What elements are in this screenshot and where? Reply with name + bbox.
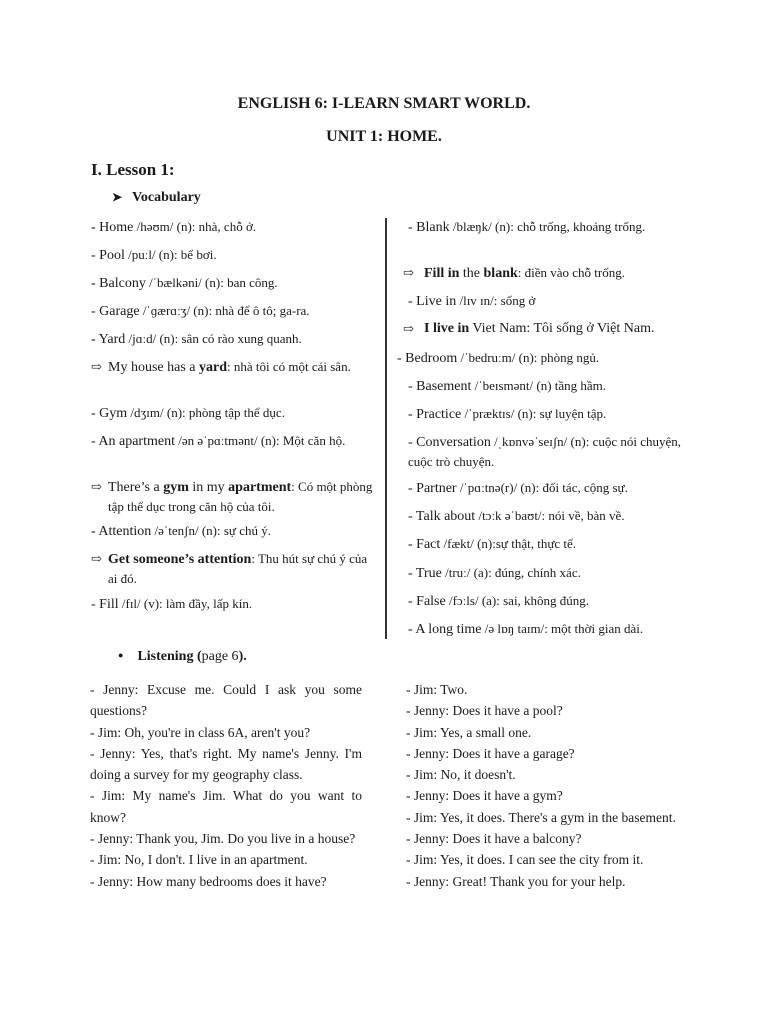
vocab-definition: /tɔːk əˈbaʊt/: nói về, bàn về. [475,508,625,523]
arrow-icon: ⇨ [91,359,102,374]
example-apartment [91,477,376,521]
vocab-entry-blank [397,217,687,263]
arrow-icon: ⇨ [91,479,102,494]
listening-page: page 6 [201,649,239,664]
listening-end: ). [238,649,247,664]
example-translation: : nhà tôi có một cái sân. [227,359,351,374]
vocab-entry-fact [397,534,687,563]
dialogue-line: - Jenny: How many bedrooms does it have? [90,873,327,889]
vocab-word: - Conversation [408,435,491,450]
vocab-definition: /fɔːls/ (a): sai, không đúng. [445,593,590,608]
vocab-definition: /ˈbeɪsmənt/ (n) tầng hầm. [471,378,607,393]
vocab-word: - Balcony [91,276,146,291]
vocab-word: - Home [91,220,134,235]
vocab-entry-yard [91,329,376,357]
dialogue-line: - Jim: Oh, you're in class 6A, aren't you? [90,724,311,740]
arrow-icon: ⇨ [403,321,414,336]
vocab-entry-talk-about [397,506,687,534]
dialogue-line: - Jenny: Does it have a garage? [406,745,575,761]
dialogue-line: - Jenny: Excuse me. Could I ask you some questions? [90,682,362,719]
dialogue-line: - Jim: Yes, it does. I can see the city from it. [406,852,644,868]
dialogue-line: - Jenny: Thank you, Jim. Do you live in a house? [90,831,356,847]
dialogue-line: - Jim: No, I don't. I live in an apartment. [90,852,308,868]
vocab-entry-live-in [397,291,687,319]
vocab-definition: /jɑːd/ (n): sân có rào xung quanh. [125,331,302,346]
lesson-heading: I. Lesson 1: [91,160,175,179]
vocabulary-left-column [91,217,376,622]
example-blank [397,263,687,291]
example-translation: : Thu hút sự chú ý của ai đó. [108,551,368,586]
dialogue-line: - Jenny: Does it have a gym? [406,788,563,804]
vocab-entry-attention [91,521,376,549]
example-attention [91,549,376,594]
listening-heading [118,649,247,665]
unit-title: UNIT 1: HOME. [326,128,442,145]
vocab-word: - Attention [91,524,152,539]
dialogue-line: - Jim: Yes, it does. There's a gym in the basement. [406,809,676,825]
vocab-definition: /ə lɒŋ taɪm/: một thời gian dài. [481,621,644,636]
document-title: ENGLISH 6: I-LEARN SMART WORLD. [237,95,531,112]
vocabulary-right-column [397,217,687,647]
dialogue-line: - Jim: No, it doesn't. [406,767,516,783]
example-keyword: Get someone’s attention [108,552,252,567]
vocab-entry-practice [397,404,687,432]
vocab-definition: /blæŋk/ (n): chỗ trống, khoảng trống. [449,219,646,234]
vocab-entry-fill [91,594,376,622]
vocab-entry-apartment [91,431,376,477]
vocab-word: - Partner [408,481,457,496]
vocab-entry-gym [91,403,376,431]
column-divider [385,218,387,639]
vocab-definition: /ˈbedruːm/ (n): phòng ngủ. [457,350,600,365]
vocabulary-heading [112,190,201,206]
arrow-bullet-icon: ➤ [112,190,123,204]
vocab-word: - Fact [408,537,441,552]
dialogue-line: - Jim: Yes, a small one. [406,724,532,740]
vocab-definition: /ˈpɑːtnə(r)/ (n): đối tác, cộng sự. [456,480,628,495]
example-keyword: apartment [228,480,292,495]
dialogue-left-column [90,679,362,892]
dialogue-line: - Jenny: Does it have a balcony? [406,831,582,847]
vocab-definition: /ˌkɒnvəˈseɪʃn/ (n): cuộc nói chuyện, cuộc trò chuyện. [408,434,682,469]
example-keyword: Fill in [424,266,460,281]
vocab-definition: /truː/ (a): đúng, chính xác. [441,565,581,580]
example-text: in my [188,480,229,495]
vocab-word: - Practice [408,407,462,422]
example-text: the [459,266,484,281]
vocab-word: - An apartment [91,434,175,449]
dialogue-line: - Jenny: Does it have a pool? [406,703,563,719]
vocab-definition: /puːl/ (n): bể bơi. [124,247,217,262]
vocab-definition: /ˈbælkəni/ (n): ban công. [145,275,278,290]
vocab-word: - Fill [91,597,119,612]
example-yard [91,357,376,403]
vocab-definition: /həʊm/ (n): nhà, chỗ ở. [133,219,257,234]
example-keyword: yard [199,360,227,375]
vocab-definition: /fɪl/ (v): làm đầy, lấp kín. [118,596,253,611]
vocab-definition: /ən əˈpɑːtmənt/ (n): Một căn hộ. [174,433,346,448]
example-translation: : Có một phòng tập thể dục trong căn hộ của tôi. [108,479,373,514]
vocab-definition: /dʒɪm/ (n): phòng tập thể dục. [127,405,285,420]
listening-label: Listening ( [137,649,202,664]
vocab-entry-bedroom [397,348,687,376]
vocabulary-label: Vocabulary [132,190,201,205]
example-translation: Viet Nam: Tôi sống ở Việt Nam. [469,321,655,336]
arrow-icon: ⇨ [91,551,102,566]
vocab-definition: /lɪv ɪn/: sống ở [456,293,536,308]
dialogue-line: - Jenny: Great! Thank you for your help. [406,873,626,889]
dialogue-line: - Jenny: Yes, that's right. My name's Jenny. I'm doing a survey for my geography class. [90,745,362,783]
vocab-entry-garage [91,301,376,329]
vocab-word: - True [408,566,442,581]
vocab-definition: /ˈpræktɪs/ (n): sự luyện tập. [461,406,607,421]
arrow-icon: ⇨ [403,265,414,280]
vocab-entry-basement [397,376,687,404]
vocab-word: - Talk about [408,509,476,524]
vocab-definition: /ˈɡærɑːʒ/ (n): nhà để ô tô; ga-ra. [139,303,310,318]
vocab-word: - Gym [91,406,128,421]
vocab-entry-partner [397,478,687,506]
vocab-definition: /fækt/ (n):sự thật, thực tế. [440,536,577,551]
vocab-word: - Blank [408,220,450,235]
vocab-entry-conversation [397,432,687,478]
example-text: My house has a [108,360,199,375]
dialogue-right-column [406,679,678,892]
vocab-entry-balcony [91,273,376,301]
vocab-entry-home [91,217,376,245]
example-keyword: I live in [424,321,470,336]
vocab-word: - Bedroom [397,351,458,366]
dialogue-line: - Jim: Two. [406,682,468,697]
vocab-word: - Garage [91,304,140,319]
vocab-word: - A long time [408,622,482,637]
example-text: There’s a [108,480,164,495]
example-translation: : điền vào chỗ trống. [517,265,625,280]
vocab-word: - Basement [408,379,472,394]
vocab-word: - False [408,594,446,609]
vocab-entry-pool [91,245,376,273]
dialogue-line: - Jim: My name's Jim. What do you want to know? [90,788,362,825]
vocab-entry-true [397,563,687,591]
example-live-in [397,319,687,348]
example-keyword: blank [483,266,518,281]
vocab-word: - Live in [408,294,457,309]
vocab-entry-false [397,591,687,619]
vocab-word: - Pool [91,248,125,263]
vocab-entry-a-long-time [397,619,687,647]
vocab-definition: /əˈtenʃn/ (n): sự chú ý. [151,523,271,538]
vocab-word: - Yard [91,332,126,347]
example-keyword: gym [163,480,189,495]
bullet-icon: ● [118,650,124,660]
